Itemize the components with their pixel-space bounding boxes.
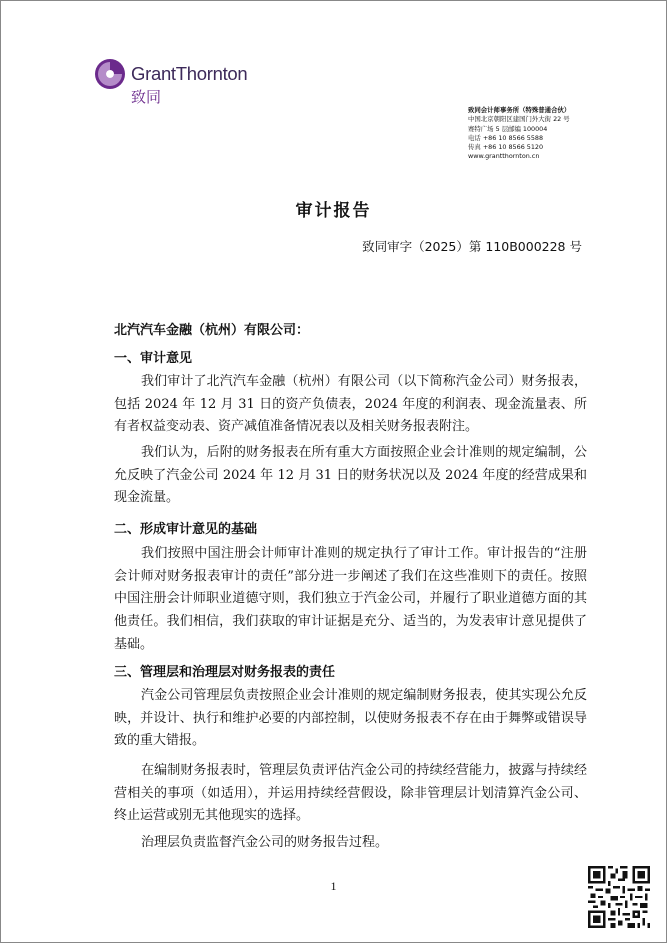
logo-mark-icon — [94, 58, 126, 90]
firm-address-1: 中国北京朝阳区建国门外大街 22 号 — [468, 115, 570, 124]
report-title: 审计报告 — [295, 201, 372, 221]
paragraph: 治理层负责监督汽金公司的财务报告过程。 — [141, 835, 389, 850]
firm-address-2: 赛特广场 5 层邮编 100004 — [468, 124, 548, 133]
paragraph: 我们审计了北汽汽车金融（杭州）有限公司（以下简称汽金公司）财务报表，包括 2024 年 12 月 31 日的资产负债表，2024 年度的利润表、现金流量表、所有者权益变动表、资产减值准备情况表以及相关财务报表附注。 — [114, 374, 587, 435]
firm-name: 致同会计师事务所（特殊普通合伙） — [468, 106, 571, 114]
firm-fax: 传真 +86 10 8566 5120 — [468, 143, 544, 152]
page-number: 1 — [330, 879, 337, 893]
report-reference-number: 致同审字（2025）第 110B000228 号 — [362, 239, 582, 254]
logo-name-cn: 致同 — [131, 88, 162, 106]
paragraph: 在编制财务报表时，管理层负责评估汽金公司的持续经营能力，披露与持续经营相关的事项（如适用），并运用持续经营假设，除非管理层计划清算汽金公司、终止运营或别无其他现实的选择。 — [114, 763, 587, 824]
section-heading: 二、形成审计意见的基础 — [114, 522, 258, 537]
logo-name-en: GrantThornton — [131, 63, 248, 84]
addressee: 北汽汽车金融（杭州）有限公司： — [114, 323, 310, 338]
section-heading: 一、审计意见 — [114, 351, 193, 366]
paragraph: 我们按照中国注册会计师审计准则的规定执行了审计工作。审计报告的“注册会计师对财务报表审计的责任”部分进一步阐述了我们在这些准则下的责任。按照中国注册会计师职业道德守则，我们独立于汽金公司，并履行了职业道德方面的其他责任。我们相信，我们获取的审计证据是充分、适当的，为发表审计意见提供了基础。 — [114, 546, 587, 652]
qr-code-icon — [588, 866, 650, 928]
paragraph: 汽金公司管理层负责按照企业会计准则的规定编制财务报表，使其实现公允反映，并设计、执行和维护必要的内部控制，以使财务报表不存在由于舞弊或错误导致的重大错报。 — [114, 688, 587, 749]
paragraph: 我们认为，后附的财务报表在所有重大方面按照企业会计准则的规定编制，公允反映了汽金公司 2024 年 12 月 31 日的财务状况以及 2024 年度的经营成果和现金流量。 — [114, 445, 587, 506]
grant-thornton-logo — [94, 58, 264, 110]
firm-phone: 电话 +86 10 8566 5588 — [468, 133, 544, 142]
firm-info — [468, 106, 570, 162]
firm-website: www.grantthornton.cn — [468, 152, 540, 161]
section-heading: 三、管理层和治理层对财务报表的责任 — [114, 665, 336, 680]
